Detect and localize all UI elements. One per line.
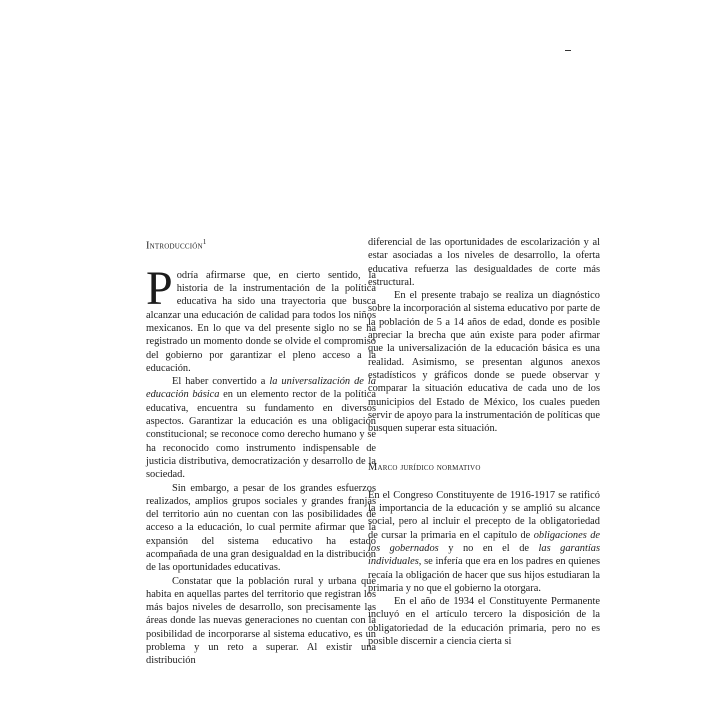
page-marker-text: – — [563, 42, 568, 52]
paragraph-text: En el Congreso Constituyente de 1916-1917 se ratificó la importancia de la educación y se amplió su alcance social, pero al incluir el precepto de la obligatoriedad de cursar la primaria en el capítulo de — [368, 489, 600, 541]
emphasis-text: obligaciones de los gobernados — [368, 529, 600, 554]
drop-cap: P — [146, 261, 173, 315]
paragraph: En el año de 1934 el Constituyente Permanente incluyó en el artículo tercero la disposición de la obligatoriedad de la educación primaria, pero no es posible discernir a ciencia cierta si — [368, 596, 600, 648]
right-column — [368, 236, 600, 648]
paragraph-text: , se infería que era en los padres en quienes recaía la obligación de hacer que sus hijos estudiaran la primaria y no que el gobierno la otorgara. — [368, 556, 600, 594]
paragraph: Constatar que la población rural y urbana que habita en aquellas partes del territorio que registran los más bajos niveles de desarrollo, son precisamente las áreas donde las nuevas generaciones no cuentan con la posibilidad de incorporarse al sistema educativo, es un problema y un reto a superar. Al existir una distribución — [146, 575, 376, 667]
paragraph — [146, 375, 376, 481]
paragraph: Sin embargo, a pesar de los grandes esfuerzos realizados, amplios grupos sociales y grandes franjas del territorio aún no cuentan con las posibilidades de acceso a la educación, lo cual permite afirmar que la expansión del sistema educativo ha estado acompañada de una gran desigualdad en la distribución de las oportunidades educativas. — [146, 482, 376, 574]
paragraph — [146, 261, 376, 375]
left-column — [146, 236, 376, 668]
heading-text: Introducción — [146, 240, 203, 252]
footnote-marker: 1 — [202, 238, 207, 246]
paragraph — [368, 489, 600, 595]
paragraph-text: El haber convertido a — [172, 376, 270, 388]
paragraph: diferencial de las oportunidades de escolarización y al estar asociadas a los niveles de desarrollo, la oferta educativa refuerza las desigualdades de corte más estructural. — [368, 237, 600, 288]
emphasis-text: las garantías individuales — [368, 542, 600, 568]
section-heading-introduccion — [146, 236, 376, 253]
emphasis-text: la universalización de la educación básica — [146, 376, 376, 401]
paragraph-text: en un elemento rector de la política educativa, encuentra su fundamento en diversos aspectos. Garantizar la educación es una obligación constitucional; se reconoce como derecho humano y se ha reconocido como instrumento indispensable de justicia distributiva, democratización y desarrollo de la sociedad. — [146, 389, 376, 481]
paragraph-text: y no en el de — [438, 542, 539, 554]
section-heading-marco-juridico: Marco jurídico normativo — [368, 462, 481, 474]
paragraph-text: odría afirmarse que, en cierto sentido, la historia de la instrumentación de la política educativa ha sido una trayectoria que busca alcanzar una educación de calidad para todos los niños mexicanos. En lo que va del presente siglo no se ha registrado un momento donde se olvide el compromiso del gobierno por garantizar el pleno acceso a la educación. — [146, 269, 376, 374]
paragraph: En el presente trabajo se realiza un diagnóstico sobre la incorporación al sistema educativo por parte de la población de 5 a 14 años de edad, donde es posible apreciar la brecha que aún existe para poder afirmar que la universalización de la educación básica es una realidad. Asimismo, se presentan algunos anexos estadísticos y gráficos donde se puede observar y comparar la situación educativa de cada uno de los municipios del Estado de México, los cuales pueden servir de apoyo para la instrumentación de políticas que busquen superar esta situación. — [368, 290, 600, 435]
